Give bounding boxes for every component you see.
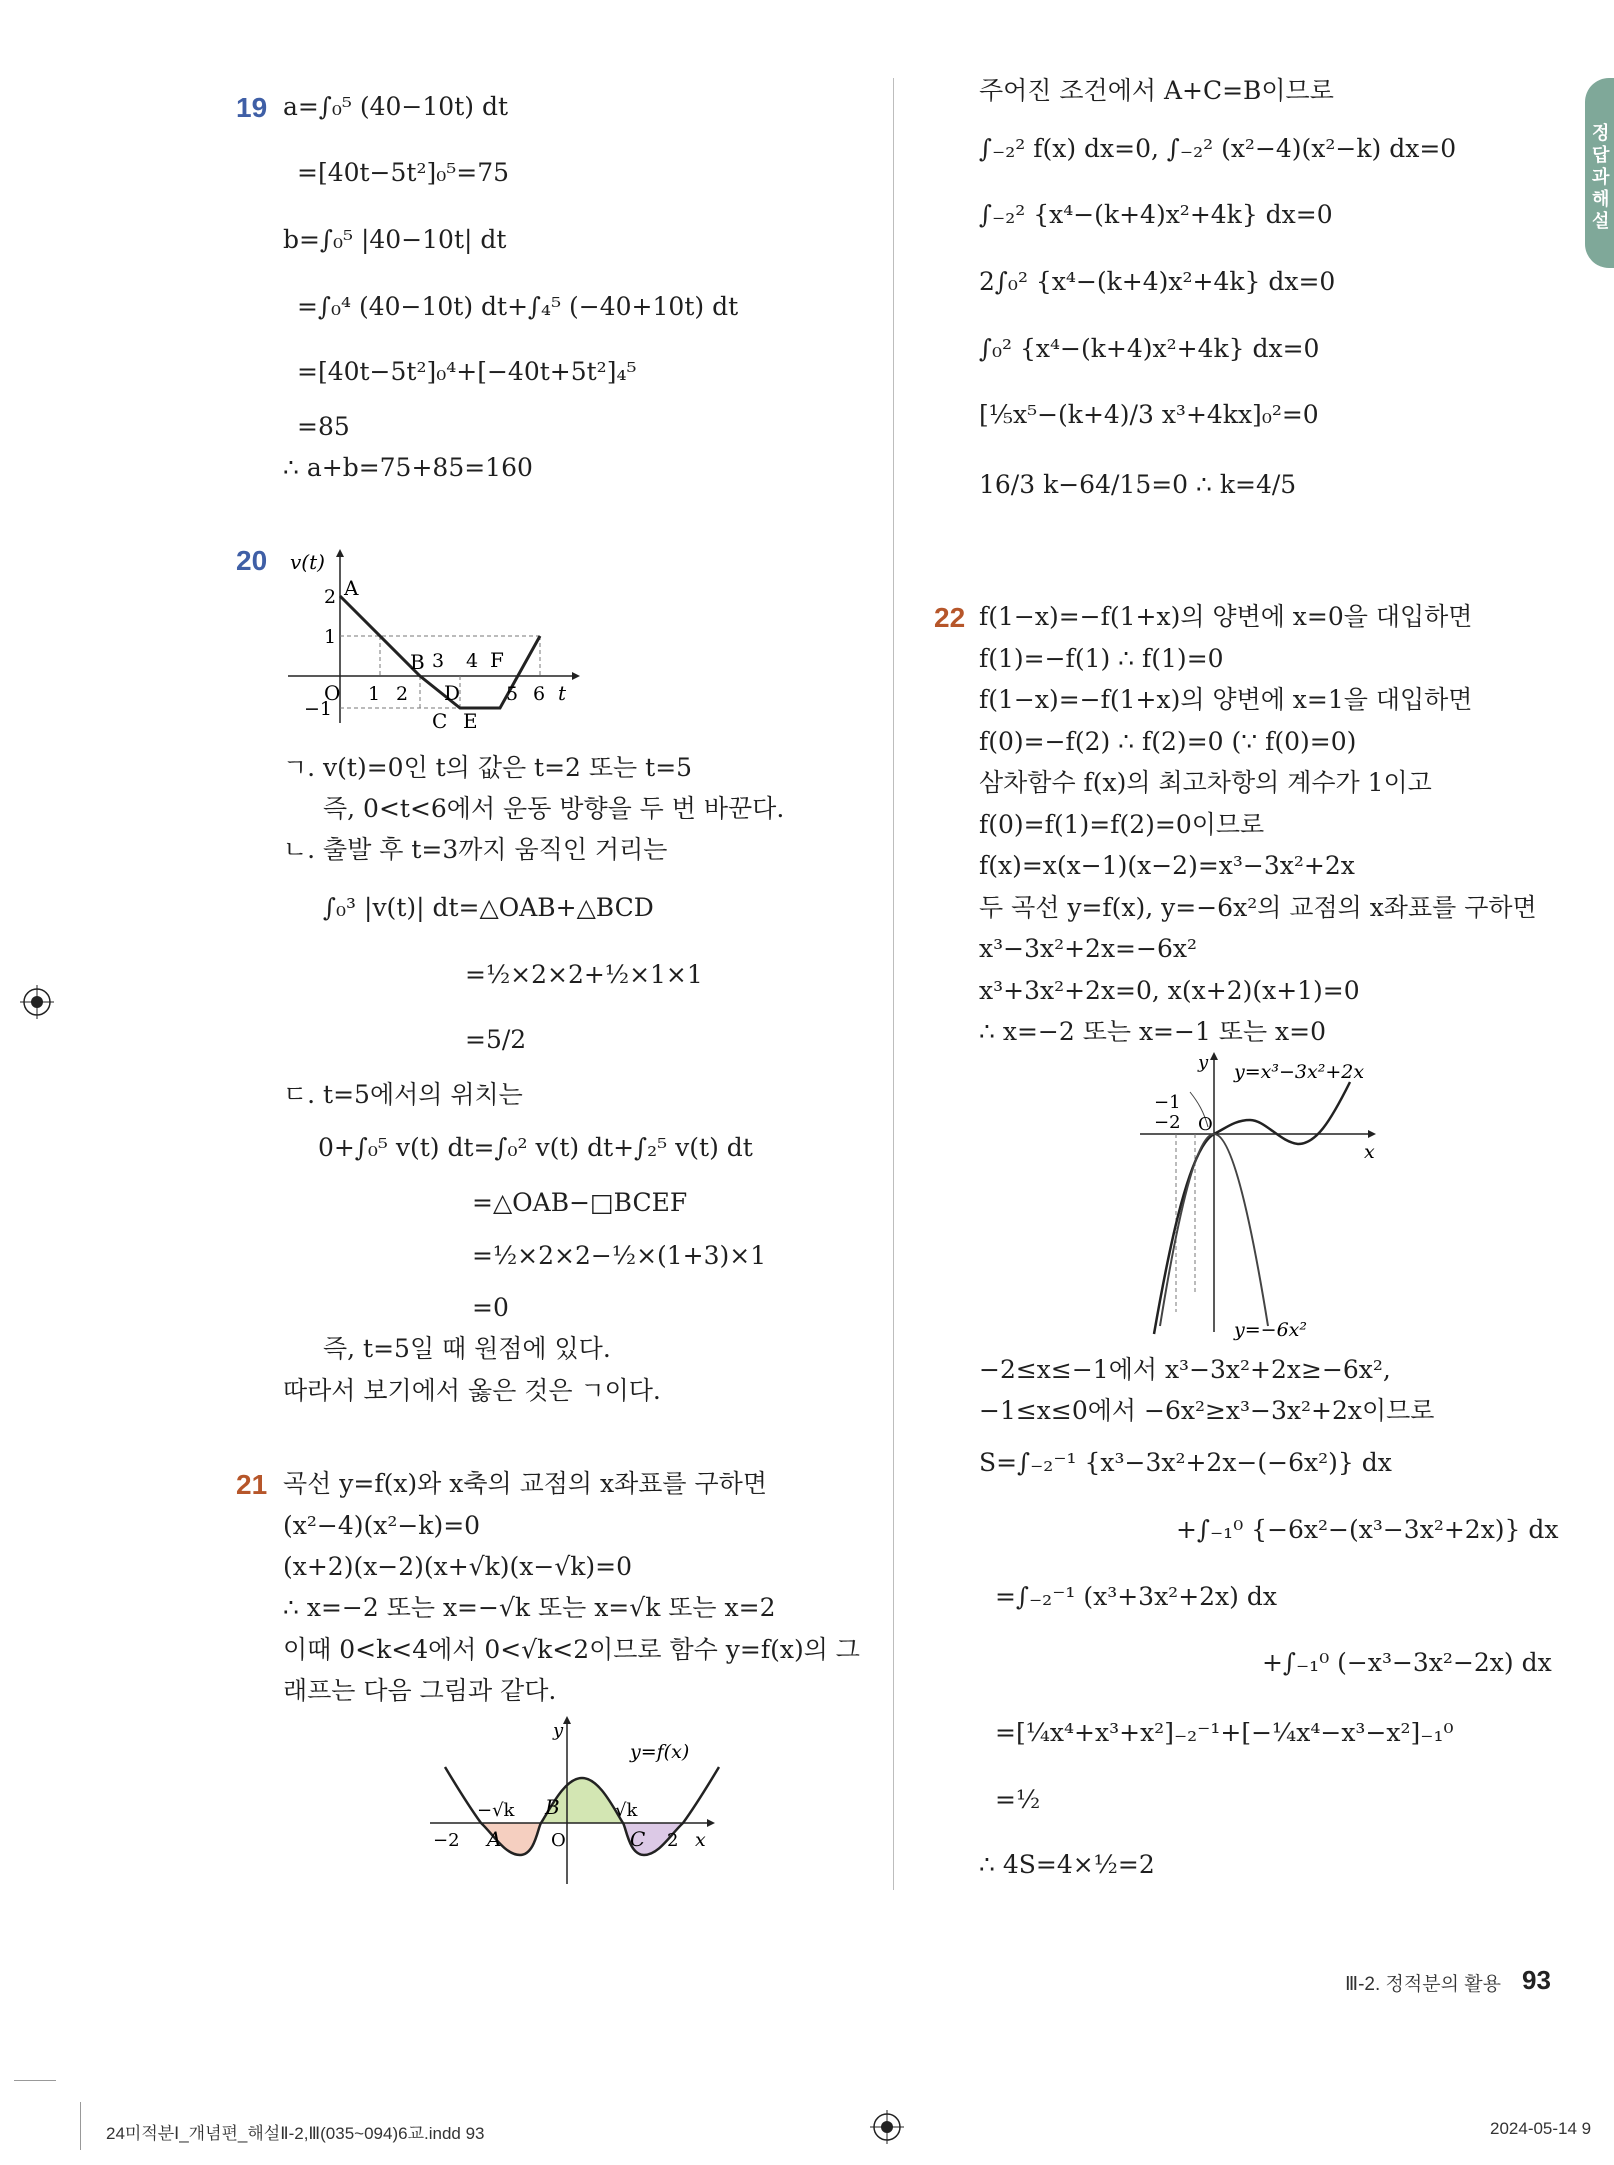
svg-text:y: y <box>1198 1052 1209 1073</box>
problem-number-22: 22 <box>934 602 966 633</box>
svg-text:−1: −1 <box>304 698 333 720</box>
svg-text:−2: −2 <box>433 1830 460 1851</box>
math-line: −2≤x≤−1에서 x³−3x²+2x≥−6x², <box>979 1355 1391 1384</box>
svg-text:x: x <box>695 1829 706 1851</box>
math-line: 따라서 보기에서 옳은 것은 ㄱ이다. <box>283 1376 661 1405</box>
svg-text:2: 2 <box>667 1830 679 1851</box>
math-line: =[40t−5t²]₀⁵=75 <box>297 158 510 187</box>
svg-text:x: x <box>1364 1141 1375 1163</box>
math-line: ∴ x=−2 또는 x=−1 또는 x=0 <box>979 1017 1326 1046</box>
math-line: ∴ x=−2 또는 x=−√k 또는 x=√k 또는 x=2 <box>283 1593 776 1622</box>
origin-label: O <box>551 1830 566 1851</box>
math-line: f(0)=−f(2) ∴ f(2)=0 (∵ f(0)=0) <box>979 727 1357 756</box>
math-line: =△OAB−□BCEF <box>472 1188 688 1217</box>
math-line: =½×2×2+½×1×1 <box>465 960 703 989</box>
svg-text:6: 6 <box>533 683 546 705</box>
svg-text:−√k: −√k <box>477 1800 515 1821</box>
math-line: ㄴ. 출발 후 t=3까지 움직인 거리는 <box>283 835 668 864</box>
math-line: f(0)=f(1)=f(2)=0이므로 <box>979 810 1265 839</box>
math-line: +∫₋₁⁰ {−6x²−(x³−3x²+2x)} dx <box>1176 1515 1559 1544</box>
math-line: =[40t−5t²]₀⁴+[−40t+5t²]₄⁵ <box>297 357 637 386</box>
math-line: S=∫₋₂⁻¹ {x³−3x²+2x−(−6x²)} dx <box>979 1448 1392 1477</box>
math-line: 즉, t=5일 때 원점에 있다. <box>323 1334 611 1363</box>
svg-text:4: 4 <box>466 650 479 672</box>
crop-mark <box>80 2102 81 2150</box>
math-line: ∴ a+b=75+85=160 <box>283 453 533 482</box>
point-F: F <box>490 648 504 672</box>
math-line: =∫₀⁴ (40−10t) dt+∫₄⁵ (−40+10t) dt <box>297 292 739 321</box>
svg-text:3: 3 <box>432 650 445 672</box>
math-line: ∫₀² {x⁴−(k+4)x²+4k} dx=0 <box>979 334 1320 363</box>
problem-number-20: 20 <box>236 545 268 576</box>
math-line: 래프는 다음 그림과 같다. <box>283 1676 557 1705</box>
math-line: 2∫₀² {x⁴−(k+4)x²+4k} dx=0 <box>979 267 1336 296</box>
svg-text:A: A <box>487 1827 502 1851</box>
point-B: B <box>410 650 425 674</box>
axis-label-v: v(t) <box>290 550 325 574</box>
origin-label: O <box>324 681 341 705</box>
math-line: 이때 0<k<4에서 0<√k<2이므로 함수 y=f(x)의 그 <box>283 1635 860 1664</box>
math-line: a=∫₀⁵ (40−10t) dt <box>283 92 508 121</box>
math-line: ∫₀³ |v(t)| dt=△OAB+△BCD <box>323 893 654 922</box>
math-line: 16/3 k−64/15=0 ∴ k=4/5 <box>979 470 1297 499</box>
footer-date: 2024-05-14 9 <box>1490 2119 1592 2138</box>
math-line: =85 <box>297 412 350 441</box>
math-line: =[¼x⁴+x³+x²]₋₂⁻¹+[−¼x⁴−x³−x²]₋₁⁰ <box>995 1718 1454 1747</box>
problem-number-19: 19 <box>236 92 268 123</box>
curve-label: y=f(x) <box>630 1741 690 1763</box>
svg-text:−2: −2 <box>1154 1112 1181 1133</box>
math-line: ㄷ. t=5에서의 위치는 <box>283 1080 523 1109</box>
math-line: =0 <box>472 1293 509 1322</box>
math-line: ㄱ. v(t)=0인 t의 값은 t=2 또는 t=5 <box>283 753 693 782</box>
problem-number-21: 21 <box>236 1469 268 1500</box>
axis-label-t: t <box>558 681 567 705</box>
math-line: (x+2)(x−2)(x+√k)(x−√k)=0 <box>283 1552 633 1581</box>
svg-text:√k: √k <box>615 1800 638 1821</box>
math-line: 삼차함수 f(x)의 최고차항의 계수가 1이고 <box>979 768 1432 797</box>
math-line: =∫₋₂⁻¹ (x³+3x²+2x) dx <box>995 1582 1277 1611</box>
math-line: ∫₋₂² f(x) dx=0, ∫₋₂² (x²−4)(x²−k) dx=0 <box>979 134 1457 163</box>
point-D: D <box>444 681 461 705</box>
svg-text:B: B <box>545 1795 560 1819</box>
math-line: (x²−4)(x²−k)=0 <box>283 1511 481 1540</box>
svg-text:2: 2 <box>396 683 409 705</box>
registration-mark-icon <box>20 985 54 1019</box>
math-line: =5/2 <box>465 1025 527 1054</box>
cubic-label: y=x³−3x²+2x <box>1234 1061 1365 1083</box>
math-line: +∫₋₁⁰ (−x³−3x²−2x) dx <box>1262 1648 1552 1677</box>
footer-filename: 24미적분Ⅰ_개념편_해설Ⅱ-2,Ⅲ(035~094)6교.indd 93 <box>106 2124 485 2143</box>
math-line: 두 곡선 y=f(x), y=−6x²의 교점의 x좌표를 구하면 <box>979 893 1537 922</box>
point-A: A <box>344 576 359 600</box>
math-line: f(x)=x(x−1)(x−2)=x³−3x²+2x <box>979 851 1355 880</box>
math-line: x³+3x²+2x=0, x(x+2)(x+1)=0 <box>979 976 1360 1005</box>
fx-graph <box>425 1712 720 1887</box>
math-line: f(1−x)=−f(1+x)의 양변에 x=0을 대입하면 <box>979 602 1473 631</box>
svg-text:1: 1 <box>368 683 381 705</box>
svg-text:C: C <box>630 1827 646 1851</box>
side-tab: 정답과 해설 <box>1585 78 1614 268</box>
math-line: f(1)=−f(1) ∴ f(1)=0 <box>979 644 1224 673</box>
point-E: E <box>463 709 478 730</box>
svg-text:−1: −1 <box>1154 1092 1181 1113</box>
section-title: Ⅲ-2. 정적분의 활용 <box>1345 1974 1501 1995</box>
parabola-label: y=−6x² <box>1234 1319 1307 1341</box>
math-line: 0+∫₀⁵ v(t) dt=∫₀² v(t) dt+∫₂⁵ v(t) dt <box>318 1133 753 1162</box>
velocity-graph <box>280 545 580 730</box>
point-C: C <box>432 709 448 730</box>
math-line: ∴ 4S=4×½=2 <box>979 1850 1155 1879</box>
page-number: 93 <box>1522 1965 1551 1995</box>
svg-text:2: 2 <box>324 586 337 608</box>
registration-mark-icon <box>870 2110 904 2144</box>
math-line: =½ <box>995 1785 1041 1814</box>
math-line: 주어진 조건에서 A+C=B이므로 <box>979 76 1334 105</box>
math-line: −1≤x≤0에서 −6x²≥x³−3x²+2x이므로 <box>979 1396 1435 1425</box>
math-line: f(1−x)=−f(1+x)의 양변에 x=1을 대입하면 <box>979 685 1473 714</box>
column-divider <box>893 78 894 1890</box>
math-line: ∫₋₂² {x⁴−(k+4)x²+4k} dx=0 <box>979 200 1333 229</box>
math-line: x³−3x²+2x=−6x² <box>979 934 1197 963</box>
math-line: =½×2×2−½×(1+3)×1 <box>472 1241 767 1270</box>
svg-text:5: 5 <box>506 683 519 705</box>
cubic-parabola-graph <box>1140 1052 1410 1342</box>
svg-text:y: y <box>553 1720 564 1741</box>
cubic-curve <box>1154 1082 1350 1334</box>
origin-label: O <box>1198 1114 1213 1135</box>
math-line: 즉, 0<t<6에서 운동 방향을 두 번 바꾼다. <box>323 794 785 823</box>
math-line: 곡선 y=f(x)와 x축의 교점의 x좌표를 구하면 <box>283 1469 767 1498</box>
svg-text:1: 1 <box>324 626 337 648</box>
math-line: b=∫₀⁵ |40−10t| dt <box>283 225 507 254</box>
math-line: [⅕x⁵−(k+4)/3 x³+4kx]₀²=0 <box>979 400 1319 429</box>
crop-mark <box>14 2080 56 2081</box>
